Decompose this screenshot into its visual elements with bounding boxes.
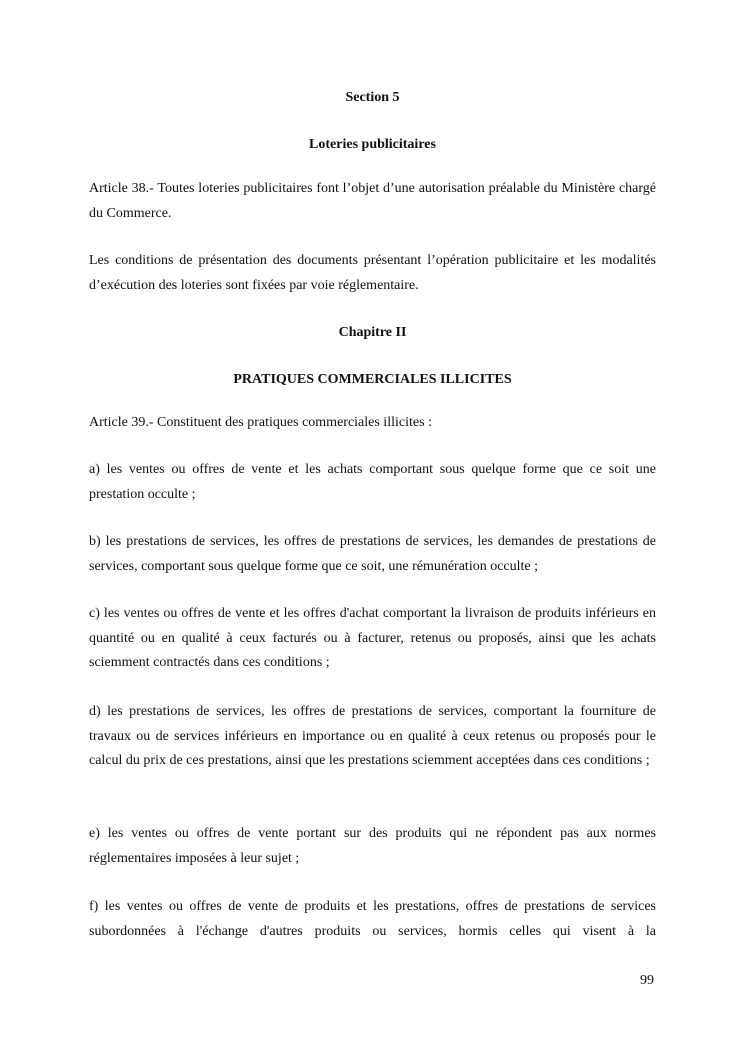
list-item-e: e) les ventes ou offres de vente portant sur des produits qui ne répondent pas aux normes réglementaires imposées à leur sujet ; (89, 826, 656, 866)
list-item-b: b) les prestations de services, les offres de prestations de services, les demandes de prestations de services, comportant sous quelque forme que ce soit, une rémunération occulte ; (89, 534, 656, 574)
article-38-paragraph: Article 38.- Toutes loteries publicitaires font l’objet d’une autorisation préalable du Ministère chargé du Commerce. (89, 181, 656, 221)
list-item-f: f) les ventes ou offres de vente de produits et les prestations, offres de prestations de services subordonnées à l'échange d'autres produits ou services, hormis celles qui visent à la (89, 899, 656, 939)
article-39-intro: Article 39.- Constituent des pratiques commerciales illicites : (89, 415, 432, 430)
list-item-d: d) les prestations de services, les offres de prestations de services, comportant la fourniture de travaux ou de services inférieurs en importance ou en qualité à ceux retenus ou proposés pour le calcul du prix de ces prestations, ainsi que les prestations sciemment acceptées dans ces conditions ; (89, 704, 656, 768)
page-number: 99 (640, 973, 654, 988)
list-item-c: c) les ventes ou offres de vente et les offres d'achat comportant la livraison de produits inférieurs en quantité ou en qualité à ceux facturés ou à facturer, retenus ou proposés, ainsi que les achats sciemment contractés dans ces conditions ; (89, 606, 656, 670)
chapter-label: Chapitre II (338, 325, 407, 340)
chapter-title: PRATIQUES COMMERCIALES ILLICITES (233, 372, 512, 387)
section-label: Section 5 (345, 90, 400, 105)
article-38-conditions-paragraph: Les conditions de présentation des documents présentant l’opération publicitaire et les modalités d’exécution des loteries sont fixées par voie réglementaire. (89, 253, 656, 293)
section-title: Loteries publicitaires (309, 137, 436, 152)
list-item-a: a) les ventes ou offres de vente et les achats comportant sous quelque forme que ce soit une prestation occulte ; (89, 462, 656, 502)
